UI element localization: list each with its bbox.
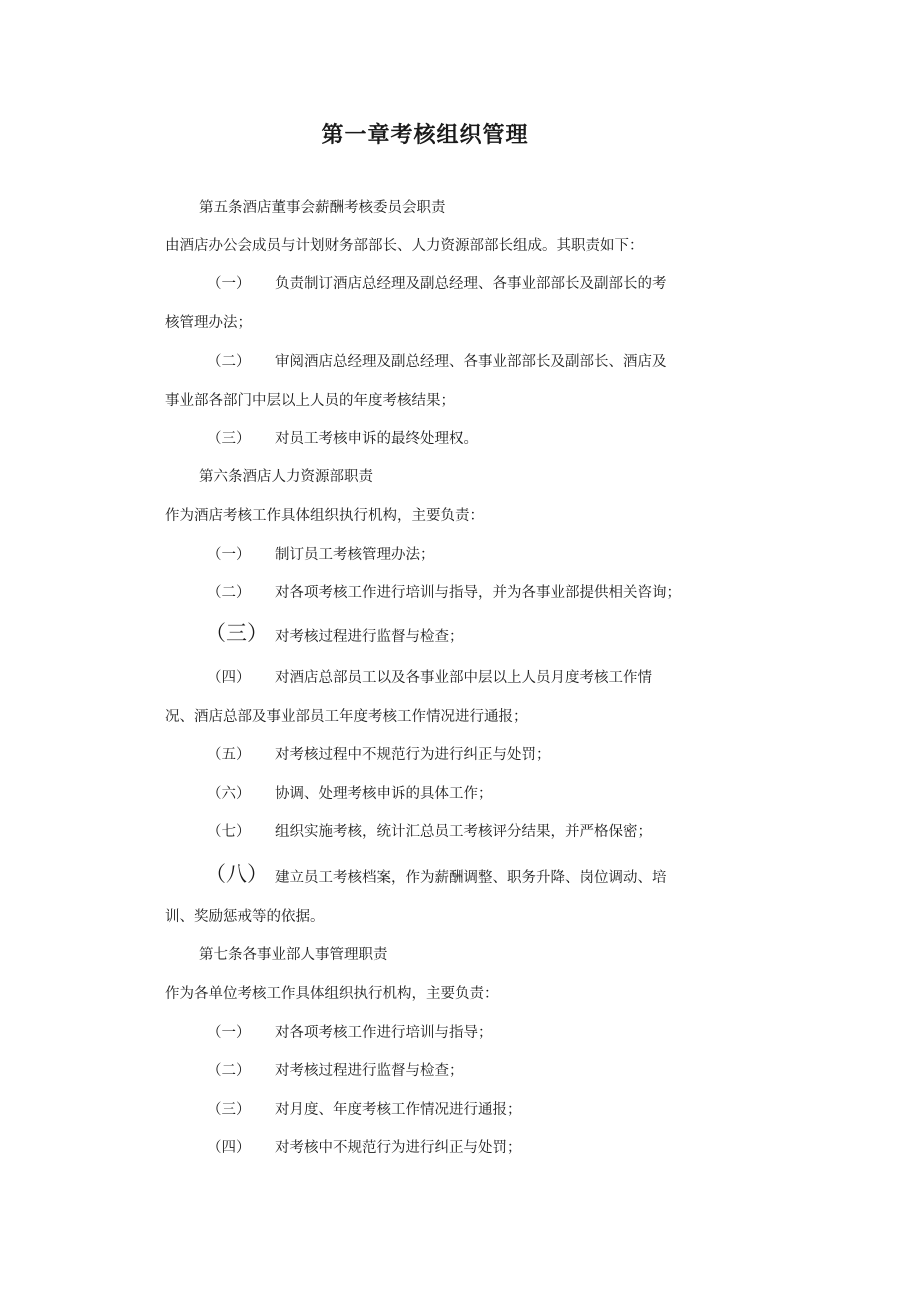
list-item-text: 对各项考核工作进行培训与指导，并为各事业部提供相关咨询； bbox=[275, 585, 681, 601]
page-title: 第一章考核组织管理 bbox=[321, 123, 529, 148]
list-item-text: 制订员工考核管理办法； bbox=[275, 547, 435, 563]
list-item-text: 对酒店总部员工以及各事业部中层以上人员月度考核工作情 bbox=[275, 670, 652, 686]
list-item-continuation: 核管理办法； bbox=[165, 315, 252, 331]
list-item-text: 对考核过程中不规范行为进行纠正与处罚； bbox=[275, 747, 551, 763]
list-item-text: 负责制订酒店总经理及副总经理、各事业部部长及副部长的考 bbox=[275, 276, 667, 292]
list-item-text: 对月度、年度考核工作情况进行通报； bbox=[275, 1102, 522, 1118]
list-item-text: 对考核过程进行监督与检查； bbox=[275, 1063, 464, 1079]
list-item-text: 协调、处理考核申诉的具体工作； bbox=[275, 786, 493, 802]
list-item-marker: （一） bbox=[207, 1025, 251, 1041]
list-item-text: 组织实施考核，统计汇总员工考核评分结果，并严格保密； bbox=[275, 824, 652, 840]
list-item-marker: （八） bbox=[205, 862, 268, 886]
list-item-marker: （一） bbox=[207, 276, 251, 292]
article-5-intro: 由酒店办公会成员与计划财务部部长、人力资源部部长组成。其职责如下： bbox=[165, 238, 644, 254]
article-7-intro: 作为各单位考核工作具体组织执行机构，主要负责： bbox=[165, 986, 499, 1002]
article-5-heading: 第五条酒店董事会薪酬考核委员会职责 bbox=[199, 200, 446, 216]
list-item-text: 对考核中不规范行为进行纠正与处罚； bbox=[275, 1140, 522, 1156]
list-item-marker: （二） bbox=[207, 585, 251, 601]
list-item-continuation: 训、奖励惩戒等的依据。 bbox=[165, 909, 325, 925]
list-item-text: 对各项考核工作进行培训与指导； bbox=[275, 1025, 493, 1041]
list-item-marker: （四） bbox=[207, 670, 251, 686]
list-item-continuation: 况、酒店总部及事业部员工年度考核工作情况进行通报； bbox=[165, 709, 528, 725]
list-item-marker: （三） bbox=[207, 1102, 251, 1118]
list-item-marker: （六） bbox=[207, 786, 251, 802]
article-6-heading: 第六条酒店人力资源部职责 bbox=[199, 469, 373, 485]
list-item-continuation: 事业部各部门中层以上人员的年度考核结果； bbox=[165, 393, 455, 409]
list-item-text: 建立员工考核档案，作为薪酬调整、职务升降、岗位调动、培 bbox=[275, 870, 667, 886]
list-item-marker: （四） bbox=[207, 1140, 251, 1156]
list-item-marker: （一） bbox=[207, 547, 251, 563]
article-6-intro: 作为酒店考核工作具体组织执行机构，主要负责： bbox=[165, 508, 484, 524]
article-7-heading: 第七条各事业部人事管理职责 bbox=[199, 947, 388, 963]
list-item-text: 对员工考核申诉的最终处理权。 bbox=[275, 431, 478, 447]
list-item-text: 审阅酒店总经理及副总经理、各事业部部长及副部长、酒店及 bbox=[275, 354, 667, 370]
list-item-marker: （五） bbox=[207, 747, 251, 763]
list-item-marker: （二） bbox=[207, 354, 251, 370]
list-item-marker: （三） bbox=[207, 431, 251, 447]
list-item-marker: （二） bbox=[207, 1063, 251, 1079]
list-item-text: 对考核过程进行监督与检查； bbox=[275, 629, 464, 645]
list-item-marker: （三） bbox=[205, 621, 268, 645]
list-item-marker: （七） bbox=[207, 824, 251, 840]
